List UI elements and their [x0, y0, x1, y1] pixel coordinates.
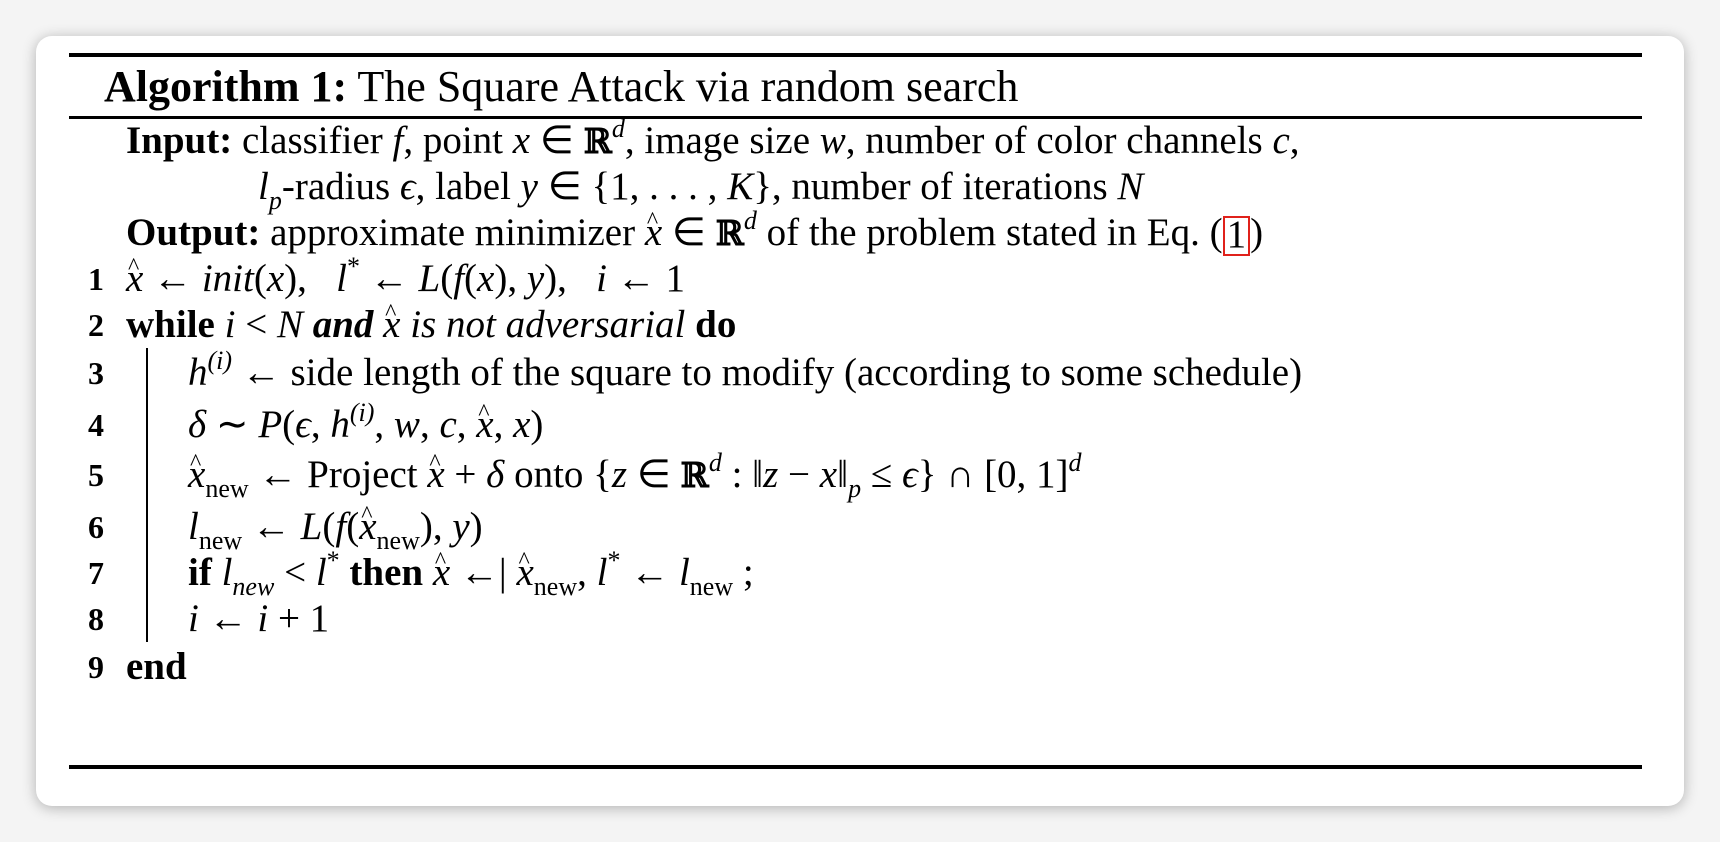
- math-var: l: [315, 551, 327, 594]
- step-text: ),: [494, 257, 527, 300]
- input-text: ,: [1289, 119, 1300, 162]
- math-sub: p: [268, 186, 282, 215]
- step-text: (: [322, 505, 336, 548]
- math-sub: new: [376, 526, 420, 555]
- input-text: , image size: [624, 119, 820, 162]
- math-func: init: [201, 257, 254, 300]
- math-var: f: [392, 119, 404, 162]
- math-func: L: [300, 505, 323, 548]
- math-sub: new: [232, 572, 275, 601]
- step-text: ,: [310, 403, 331, 446]
- output-text: ∈: [662, 211, 716, 254]
- step-text: (: [253, 257, 267, 300]
- output-text: approximate minimizer: [270, 211, 645, 254]
- math-var: y: [520, 165, 538, 208]
- step-5: [188, 448, 1082, 503]
- math-var: x: [513, 403, 531, 446]
- step-text: ←: [198, 597, 258, 640]
- reals-symbol: ℝ: [715, 214, 744, 254]
- keyword-if: if: [188, 551, 212, 594]
- step-text: ←: [242, 505, 301, 548]
- top-rule: [69, 53, 1642, 57]
- math-var: l: [188, 505, 199, 548]
- math-var: l: [596, 551, 608, 594]
- keyword-do: do: [695, 303, 737, 346]
- step-text: ←|: [450, 551, 517, 594]
- step-text: ←: [620, 551, 679, 594]
- reals-symbol: ℝ: [680, 456, 709, 496]
- math-var: z: [763, 453, 779, 496]
- math-var: z: [611, 453, 628, 496]
- step-text: ∈: [627, 453, 681, 496]
- line-number: 8: [88, 601, 104, 637]
- math-sup: *: [326, 546, 340, 575]
- keyword-end: end: [126, 645, 187, 688]
- math-var: K: [727, 165, 754, 208]
- step-text: (: [346, 505, 360, 548]
- math-var: x: [819, 453, 838, 496]
- step-text: ),: [419, 505, 453, 548]
- math-sub: new: [198, 526, 243, 555]
- line-number: 1: [88, 261, 104, 297]
- input-line-2: [258, 164, 1144, 215]
- math-var: l: [221, 551, 233, 594]
- step-text: ,: [419, 403, 440, 446]
- math-sub: new: [205, 474, 249, 503]
- math-var: x: [477, 257, 495, 300]
- output-label: Output:: [126, 211, 261, 254]
- math-sub: new: [533, 572, 578, 601]
- step-text: ←: [359, 257, 419, 300]
- math-var: l: [336, 257, 347, 300]
- input-line-1: [126, 114, 1300, 164]
- math-sub: new: [689, 572, 734, 601]
- algorithm-card: [36, 36, 1684, 806]
- math-var: y: [526, 257, 545, 300]
- step-text: } ∩ [0, 1]: [917, 453, 1069, 496]
- step-text: ),: [544, 257, 597, 300]
- step-text: ,: [577, 551, 597, 594]
- line-number: 2: [88, 307, 104, 343]
- step-text: <: [235, 303, 277, 346]
- step-text: : ‖: [721, 453, 764, 496]
- output-text: ): [1250, 211, 1264, 254]
- input-text: -radius: [281, 165, 400, 208]
- keyword-then: then: [349, 551, 424, 594]
- line-number: 6: [88, 509, 104, 545]
- step-text: (: [440, 257, 454, 300]
- step-text: ← side length of the square to modify (according to some schedule): [232, 351, 1303, 394]
- step-4: [188, 398, 544, 448]
- input-text: ∈ {1, . . . ,: [537, 165, 728, 208]
- math-var-hat: ^ x: [427, 452, 444, 498]
- step-text: ,: [493, 403, 514, 446]
- math-var: w: [819, 119, 846, 162]
- math-var: y: [452, 505, 470, 548]
- equation-reference-link[interactable]: 1: [1223, 216, 1251, 256]
- math-sup: (i): [349, 398, 375, 427]
- math-var: h: [330, 403, 350, 446]
- math-var: ϵ: [399, 165, 416, 208]
- step-text: −: [778, 453, 820, 496]
- math-var-hat: ^ x: [433, 550, 450, 596]
- input-text: , label: [415, 165, 521, 208]
- step-text: onto {: [504, 453, 612, 496]
- math-var: c: [1272, 119, 1290, 162]
- step-text: ,: [374, 403, 394, 446]
- line-number: 5: [88, 457, 104, 493]
- math-sup: d: [708, 448, 722, 477]
- line-number: 7: [88, 555, 104, 591]
- step-8: [188, 596, 329, 642]
- math-var-hat: ^ x: [359, 504, 376, 550]
- step-9: [126, 644, 187, 690]
- math-func: L: [418, 257, 441, 300]
- math-var-hat: ^ x: [383, 302, 400, 348]
- math-sup: d: [1068, 448, 1082, 477]
- math-sup: (i): [207, 346, 233, 375]
- step-text: ;: [733, 551, 754, 594]
- input-text: ∈: [530, 119, 584, 162]
- input-text: classifier: [241, 119, 393, 162]
- math-var-hat: ^ x: [126, 256, 143, 302]
- reals-symbol: ℝ: [583, 122, 612, 162]
- step-text: (: [282, 403, 296, 446]
- math-sub: p: [848, 474, 862, 503]
- keyword-and: and: [312, 303, 374, 346]
- math-var-hat: ^ x: [476, 402, 493, 448]
- math-var: l: [258, 165, 269, 208]
- input-text: , point: [403, 119, 513, 162]
- math-var: N: [276, 303, 303, 346]
- math-var: i: [257, 597, 269, 640]
- step-text: + 1: [268, 597, 330, 640]
- math-var: i: [188, 597, 199, 640]
- math-var: i: [596, 257, 607, 300]
- math-func: f: [453, 257, 465, 300]
- input-label: Input:: [126, 119, 233, 162]
- output-line: [126, 206, 1264, 257]
- input-text: }, number of iterations: [753, 165, 1118, 208]
- algorithm-label: Algorithm 1:: [104, 62, 348, 111]
- step-text: ∼: [206, 403, 259, 446]
- math-var: w: [393, 403, 420, 446]
- math-var: x: [512, 119, 531, 162]
- math-var: δ: [486, 453, 505, 496]
- math-var-hat: ^ x: [516, 550, 533, 596]
- math-var: δ: [188, 403, 207, 446]
- math-var: l: [678, 551, 690, 594]
- math-var-hat: ^ x: [188, 452, 205, 498]
- output-text: of the problem stated in Eq. (: [756, 211, 1223, 254]
- step-text: ←: [143, 257, 202, 300]
- line-number: 3: [88, 355, 104, 391]
- loop-body-bar: [146, 348, 148, 642]
- math-sup: d: [743, 206, 757, 235]
- step-text: +: [444, 453, 487, 496]
- step-text: ): [469, 505, 483, 548]
- step-text: ‖: [837, 453, 849, 496]
- math-func: f: [335, 505, 347, 548]
- algorithm-name: The Square Attack via random search: [357, 62, 1019, 111]
- line-number: 9: [88, 649, 104, 685]
- bottom-rule: [69, 765, 1642, 769]
- step-7: [188, 546, 754, 601]
- math-var: i: [224, 303, 236, 346]
- math-var: ϵ: [295, 403, 311, 446]
- math-sup: d: [611, 114, 625, 143]
- step-text: <: [274, 551, 316, 594]
- keyword-while: while: [126, 303, 215, 346]
- step-text: ≤: [861, 453, 902, 496]
- math-var-hat: ^ x: [645, 210, 662, 256]
- step-1: [126, 252, 685, 302]
- step-text: ← 1: [607, 257, 685, 300]
- line-number: 4: [88, 407, 104, 443]
- step-text: ),: [284, 257, 337, 300]
- math-var: h: [188, 351, 208, 394]
- step-text: ): [530, 403, 544, 446]
- math-sup: *: [346, 252, 360, 281]
- algorithm-title: [104, 58, 1018, 116]
- math-var: x: [266, 257, 285, 300]
- math-func: P: [258, 403, 283, 446]
- math-var: ϵ: [901, 453, 918, 496]
- math-sup: *: [607, 546, 621, 575]
- step-text: (: [464, 257, 478, 300]
- step-3: [188, 346, 1303, 396]
- input-text: , number of color channels: [845, 119, 1273, 162]
- math-var: N: [1117, 165, 1144, 208]
- step-2: [126, 302, 736, 348]
- math-var: c: [439, 403, 457, 446]
- step-text: ← Project: [248, 453, 428, 496]
- step-text: ,: [456, 403, 477, 446]
- condition-text: is not adversarial: [410, 303, 686, 346]
